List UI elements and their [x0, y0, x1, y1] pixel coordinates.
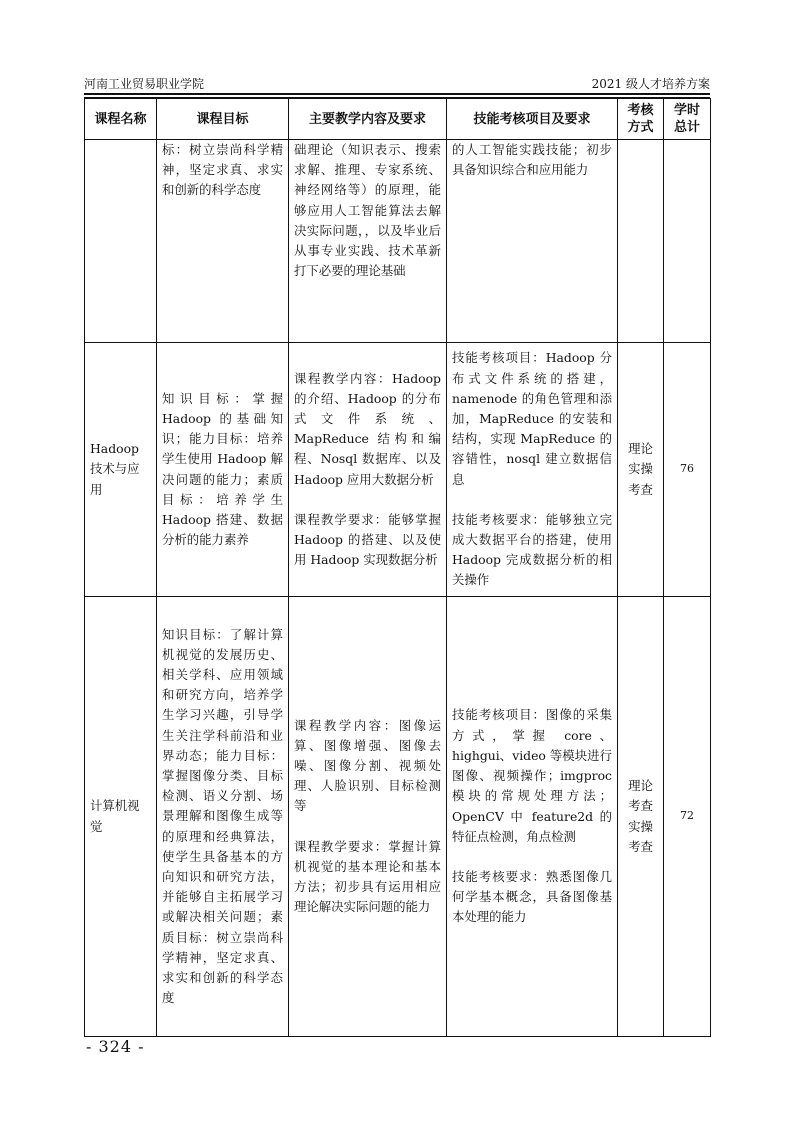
course-goal-cell: 标：树立崇尚科学精神，坚定求真、求实和创新的科学态度 [157, 140, 289, 343]
exam-method-cell [618, 140, 664, 343]
col-header-course-name: 课程名称 [85, 99, 157, 140]
teaching-content-cell [289, 597, 447, 1037]
skill-assessment-cell: 的人工智能实践技能；初步具备知识综合和应用能力 [447, 140, 618, 343]
teaching-content-text: 课程教学内容：图像运算、图像增强、图像去噪、图像分割、视频处理、人脸识别、目标检测等 [294, 717, 441, 814]
skill-requirement-text: 技能考核要求：能够独立完成大数据平台的搭建，使用 Hadoop 完成数据分析的相关操作 [452, 511, 612, 588]
program-title: 2021 级人才培养方案 [591, 77, 710, 91]
teaching-content-cell: 础理论（知识表示、搜索求解、推理、专家系统、神经网络等）的原理，能够应用人工智能算法去解决实际问题，，以及毕业后从事专业实践、技术革新打下必要的理论基础 [289, 140, 447, 343]
course-goal-cell: 知识目标：了解计算机视觉的发展历史、相关学科、应用领域和研究方向，培养学生学习兴趣，引导学生关注学科前沿和业界动态；能力目标：掌握图像分类、目标检测、语义分割、场景理解和图像生成等的原理和经典算法，使学生具备基本的方向知识和研究方法，并能够自主拓展学习或解决相关问题；素质目标：树立崇尚科学精神，坚定求真、求实和创新的科学态度 [157, 597, 289, 1037]
teaching-requirement-text: 课程教学要求：掌握计算机视觉的基本理论和基本方法；初步具有运用相应理论解决实际问题的能力 [294, 838, 441, 915]
course-name-cell [85, 140, 157, 343]
course-name-cell: 计算机视觉 [85, 597, 157, 1037]
col-header-exam-method: 考核方式 [618, 99, 664, 140]
col-header-total-hours: 学时总计 [664, 99, 711, 140]
school-name: 河南工业贸易职业学院 [84, 77, 205, 91]
skill-item-text: 技能考核项目：Hadoop 分布式文件系统的搭建，namenode 的角色管理和添加，MapReduce 的安装和结构，实现 MapReduce 的容错性，nosql 建立数据信息 [452, 350, 612, 487]
table-row [85, 597, 711, 1037]
exam-method-cell: 理论实操考查 [618, 343, 664, 597]
skill-assessment-cell [447, 597, 618, 1037]
table-row [85, 140, 711, 343]
exam-method-cell: 理论考查实操考查 [618, 597, 664, 1037]
skill-item-text: 技能考核项目：图像的采集方式，掌握 core、highgui、video 等模块进行图像、视频操作；imgproc 模块的常规处理方法；OpenCV 中 feature2d 的特征点检测，角点检测 [452, 707, 612, 844]
table-header-row [85, 99, 711, 140]
teaching-content-cell [289, 343, 447, 597]
total-hours-cell: 72 [664, 597, 711, 1037]
table-row [85, 343, 711, 597]
course-name-cell: Hadoop 技术与应用 [85, 343, 157, 597]
teaching-requirement-text: 课程教学要求：能够掌握 Hadoop 的搭建、以及使用 Hadoop 实现数据分析 [294, 511, 441, 568]
page-number: - 324 - [86, 1037, 145, 1056]
col-header-skill-assessment: 技能考核项目及要求 [447, 99, 618, 140]
total-hours-cell: 76 [664, 343, 711, 597]
page-header [84, 76, 710, 92]
skill-requirement-text: 技能考核要求：熟悉图像几何学基本概念，具备图像基本处理的能力 [452, 868, 612, 925]
total-hours-cell [664, 140, 711, 343]
header-rule-thick [84, 93, 710, 95]
course-goal-cell: 知识目标：掌握 Hadoop 的基础知识；能力目标：培养学生使用 Hadoop 解决问题的能力；素质目标：培养学生 Hadoop 搭建、数据分析的能力素养 [157, 343, 289, 597]
teaching-content-text: 课程教学内容：Hadoop 的介绍、Hadoop 的分布式文件系统、MapReduce 结构和编程、Nosql 数据库、以及 Hadoop 应用大数据分析 [294, 370, 441, 487]
col-header-teaching-content: 主要教学内容及要求 [289, 99, 447, 140]
course-table [84, 98, 711, 1037]
col-header-course-goal: 课程目标 [157, 99, 289, 140]
skill-assessment-cell [447, 343, 618, 597]
